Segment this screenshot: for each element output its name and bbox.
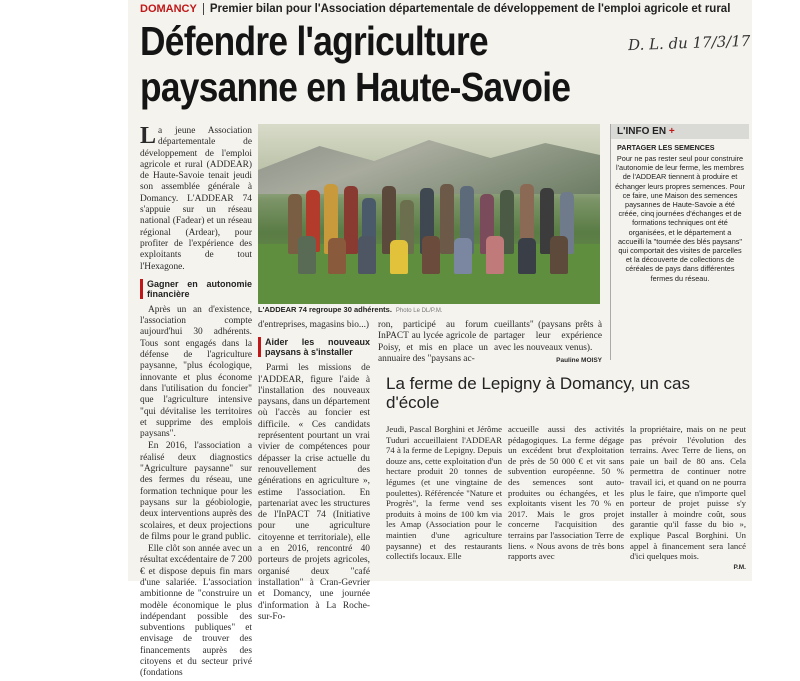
col2-top: d'entreprises, magasins bio...) xyxy=(258,320,370,330)
photo-person xyxy=(440,184,454,254)
subhead-installation: Aider les nouveaux paysans à s'installer xyxy=(258,337,370,357)
col2-text: Parmi les missions de l'ADDEAR, figure l'aide à l'installation des nouveaux paysans, dans un département où l'accès au foncier est difficile. « Ces candidats représentent pourtant un vrai vivier de compétences pour dépasser la crise actuelle du renouvellement des générations en agriculture », estime l'association. En partenariat avec les structures de l'InPACT 74 (Initiative pour une agriculture citoyenne et territoriale), elle a en 2016, rencontré 40 porteurs de projets agricoles, organisé deux "café installation" à Cran-Gevrier et Domancy, une journée d'information à La Roche-sur-Fo- xyxy=(258,363,370,622)
photo-caption xyxy=(258,305,600,314)
article2-text-2: accueille aussi des activités pédagogiques. La ferme dégage un excédent brut d'exploitation de près de 50 000 € et vit sans subvention européenne. 50 % des semences sont auto-produites ou échangées, et les exploitants visent les 70 % en 2017. Mais le gros projet concerne l'acquisition des terrains par l'association Terre de liens. « Nous avons de très bons rapports avec xyxy=(508,424,624,562)
photo-person xyxy=(454,238,472,274)
info-box-text: Pour ne pas rester seul pour construire l'autonomie de leur ferme, les membres de l'ADDEAR tiennent à produire et échanger leurs propres semences. Pour ce faire, une Maison des semences paysannes de Haute-Savoie a été créée, cinq journées d'échanges et de formations techniques ont été organisées, et le département a accueilli la "tournée des blés paysans" qui comportait des visites de parcelles et la découverte de collections de céréales de pays dans différentes fermes du réseau. xyxy=(615,154,745,283)
photo-person xyxy=(358,236,376,274)
photo-person xyxy=(422,236,440,274)
drop-cap: L xyxy=(140,123,157,149)
plus-icon: + xyxy=(668,126,675,137)
header-bar xyxy=(128,0,752,18)
handwritten-date-note: D. L. du 17/3/17 xyxy=(627,31,751,55)
kicker: Premier bilan pour l'Association départementale de développement de l'emploi agricole et rural xyxy=(209,3,731,15)
photo-person xyxy=(390,240,408,274)
subhead-autonomie: Gagner en autonomie financière xyxy=(140,279,252,299)
intro-column xyxy=(140,123,252,681)
col3-top: ron, participé au forum InPACT au lycée agricole de Poisy, et mis en place un annuaire des "paysans ac- xyxy=(378,320,488,364)
col1-para-1: Après un an d'existence, l'association compte aujourd'hui 30 adhérents. Tous sont engagés dans la défense de l'agriculture paysanne, "plus écologique, innovante et plus économe dans l'utilisation du foncier" que l'agriculture intensive "qui dévitalise les territoires et supprime des emplois paysans". xyxy=(140,304,252,440)
info-box xyxy=(610,124,749,360)
info-box-subtitle: PARTAGER LES SEMENCES xyxy=(617,143,715,152)
photo-person xyxy=(298,236,316,274)
signature-pauline: Pauline MOISY xyxy=(556,356,602,364)
photo-caption-text: L'ADDEAR 74 regroupe 30 adhérents. xyxy=(258,305,392,314)
section-tag: DOMANCY xyxy=(140,3,197,15)
photo-person xyxy=(486,236,504,274)
column-2 xyxy=(258,320,370,624)
info-box-title xyxy=(611,124,749,139)
article2-text-3: la propriétaire, mais on ne peut pas prévoir l'évolution des terrains. Avec Terre de liens, on paie un bail de 80 ans. Cela permettra de continuer notre travail ici, et quand on ne pourra plus le faire, que n'importe quel porteur de projet puisse s'y installer à moindre coût, sous garantie qu'il fasse du bio », explique Pascal Borghini. Un appel à financement sera lancé d'ici quelques mois. xyxy=(630,424,746,562)
headline xyxy=(140,18,587,110)
article2-col-3 xyxy=(630,424,746,573)
photo-person xyxy=(518,238,536,274)
intro-paragraph xyxy=(140,123,252,273)
photo-credit: Photo Le DL/P.M. xyxy=(395,308,443,314)
article2-text-1: Jeudi, Pascal Borghini et Jérôme Tuduri accueillaient l'ADDEAR 74 à la ferme de Lepigny. Depuis douze ans, cette exploitation d'un hectare produit 20 tonnes de légumes (et une vingtaine de poulettes). Référencée "Nature et Progrès", la ferme vend ses produits à moins de 100 km via les Amap (Association pour le maintien d'une agriculture paysanne) et des restaurants collectifs locaux. Elle xyxy=(386,424,502,562)
article2-col-1 xyxy=(386,424,502,563)
intro-text: a jeune Association départementale de développement de l'emploi agricole et rural (ADDEAR) de Haute-Savoie tenait jeudi son assemblée générale à Domancy. L'ADDEAR 74 s'appuie sur un réseau national (Fadear) et un réseau régional (Ardear), pour profiter de l'expérience des exploitants de tout l'Hexagone. xyxy=(140,126,252,272)
headline-line-1: Défendre l'agriculture xyxy=(140,18,488,64)
photo-person xyxy=(550,236,568,274)
photo-person xyxy=(344,186,358,254)
second-article-title: La ferme de Lepigny à Domancy, un cas d'école xyxy=(386,374,690,412)
photo-person xyxy=(328,238,346,274)
group-photo xyxy=(258,124,600,304)
photo-mountains xyxy=(258,134,600,194)
headline-line-2: paysanne en Haute-Savoie xyxy=(140,64,571,110)
column-3-top xyxy=(378,320,488,366)
col1-para-2: En 2016, l'association a réalisé deux diagnostics "Agriculture paysanne" sur des fermes du réseau, une formation technique pour les paysans sur la géobiologie, deux interventions auprès des scolaires, et deux projections de films pour le grand public. xyxy=(140,441,252,542)
col1-para-3: Elle clôt son année avec un résultat excédentaire de 7 200 € et dispose depuis fin mars d'une salariée. L'association ambitionne de "construire un modèle économique le plus indépendant possible des subventions publiques" et envisage de trouver des financements auprès des citoyens et du secteur privé (fondations xyxy=(140,544,252,679)
newspaper-page xyxy=(128,0,752,679)
column-4-top xyxy=(494,320,602,366)
header-divider xyxy=(203,3,204,15)
col4-top: cueillants" (paysans prêts à partager leur expérience avec les nouveaux venus). xyxy=(494,320,602,353)
info-box-title-text: L'INFO EN xyxy=(617,126,667,137)
signature-pm: P.M. xyxy=(733,563,746,571)
article2-col-2 xyxy=(508,424,624,563)
